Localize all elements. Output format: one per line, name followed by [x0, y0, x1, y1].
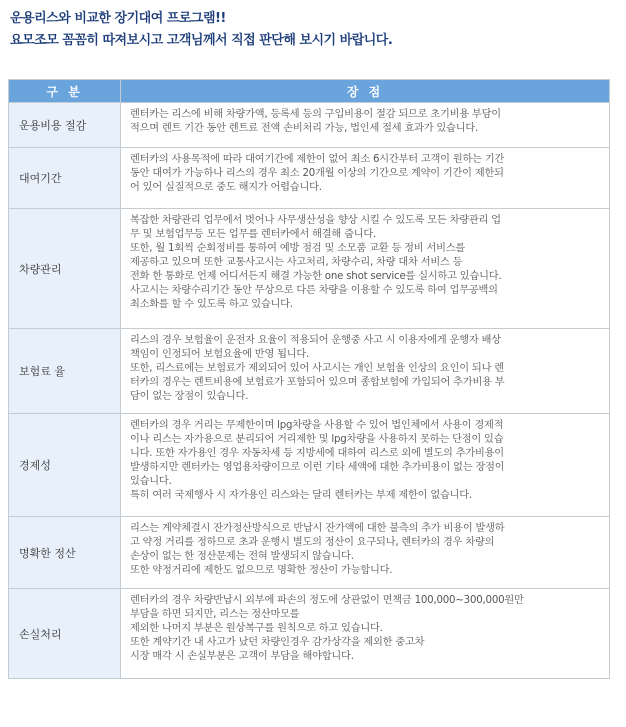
description-line: 리스의 경우 보험율이 운전자 요율이 적용되어 운행중 사고 시 이용자에게 운행자 배상 [130, 335, 501, 346]
description-line: 부담을 하면 되지만, 리스는 정산마모를 [130, 609, 300, 620]
description-line: 시장 매각 시 손실부분은 고객이 부담을 해야합니다. [130, 651, 354, 662]
description-line: 터카의 경우는 렌트비용에 보험료가 포함되어 있으며 종합보험에 가입되어 추가비용 부 [130, 377, 505, 388]
table-body [9, 103, 610, 679]
description-line: 담이 없는 장점이 있습니다. [130, 391, 249, 402]
description-line: 전화 한 통화로 언제 어디서든지 해결 가능한 one shot service를 실시하고 있습니다. [130, 271, 502, 282]
table-header-row [9, 80, 610, 103]
row-description [121, 517, 610, 589]
row-category: 대여기간 [9, 148, 121, 209]
description-line: 렌터카의 경우 차량반납시 외부에 파손의 정도에 상관없이 면책금 100,000~300,000원만 [130, 595, 524, 606]
row-category: 차량관리 [9, 209, 121, 329]
row-description [121, 103, 610, 148]
description-line: 또한, 리스료에는 보험료가 제외되어 있어 사고시는 개인 보험율 인상의 요인이 되나 렌 [130, 363, 504, 374]
description-line: 렌터카의 사용목적에 따라 대여기간에 제한이 없어 최소 6시간부터 고객이 원하는 기간 [130, 154, 505, 165]
description-line: 책임이 인정되어 보험요율에 반영 됩니다. [130, 349, 310, 360]
table-row [9, 589, 610, 679]
description-line: 손상이 없는 한 정산문제는 전혀 발생되지 않습니다. [130, 551, 354, 562]
description-line: 무 및 보험업무등 모든 업무를 렌터카에서 해결해 줍니다. [130, 229, 377, 240]
comparison-table [8, 79, 610, 679]
description-line: 제외한 나머지 부분은 원상복구를 원칙으로 하고 있습니다. [130, 623, 383, 634]
row-description [121, 589, 610, 679]
description-line: 어 있어 실질적으로 중도 해지가 어렵습니다. [130, 182, 322, 193]
description-line: 리스는 계약체결시 잔가정산방식으로 반납시 잔가액에 대한 불측의 추가 비용이 발생하 [130, 523, 505, 534]
description-line: 있습니다. [130, 476, 172, 487]
row-category: 명확한 정산 [9, 517, 121, 589]
description-line: 고 약정 거리를 정하므로 초과 운행시 별도의 정산이 요구되나, 렌터카의 경우 차량의 [130, 537, 495, 548]
description-line: 또한 약정거리에 제한도 없으므로 명확한 정산이 가능합니다. [130, 565, 393, 576]
header-advantages: 장 점 [121, 80, 610, 103]
table-row [9, 517, 610, 589]
description-line: 사고시는 차량수리기간 동안 무상으로 다른 차량을 이용할 수 있도록 하여 업무공백의 [130, 285, 498, 296]
table-row [9, 209, 610, 329]
table-row [9, 329, 610, 414]
table-row [9, 148, 610, 209]
description-line: 이나 리스는 자가용으로 분리되어 거리제한 및 lpg차량을 사용하지 못하는 단점이 있습 [130, 434, 504, 445]
description-line: 니다. 또한 자가용인 경우 자동차세 등 지방세에 대하여 리스로 외에 별도의 추가비용이 [130, 448, 504, 459]
header-category: 구 분 [9, 80, 121, 103]
row-category: 운용비용 절감 [9, 103, 121, 148]
description-line: 복잡한 차량관리 업무에서 벗어나 사무생산성을 향상 시킬 수 있도록 모든 차량관리 업 [130, 215, 501, 226]
description-line: 또한 계약기간 내 사고가 났던 차량인경우 감가상각을 제외한 중고차 [130, 637, 425, 648]
row-description [121, 329, 610, 414]
description-line: 렌터카의 경우 거리는 무제한이며 lpg차량을 사용할 수 있어 법인체에서 사용이 경제적 [130, 420, 504, 431]
row-category: 경제성 [9, 414, 121, 517]
description-line: 또한, 월 1회씩 순회정비를 통하여 예방 점검 및 소모품 교환 등 정비 서비스를 [130, 243, 466, 254]
description-line: 렌터카는 리스에 비해 차량가액, 등록세 등의 구입비용이 절감 되므로 초기비용 부담이 [130, 109, 501, 120]
row-description [121, 414, 610, 517]
description-line: 최소화를 할 수 있도록 하고 있습니다. [130, 299, 293, 310]
description-line: 적으며 렌트 기간 동안 렌트료 전액 손비처리 가능, 법인세 절세 효과가 있습니다. [130, 123, 479, 134]
intro-title: 운용리스와 비교한 장기대여 프로그램!! [10, 11, 226, 26]
row-category: 보험료 율 [9, 329, 121, 414]
row-description [121, 209, 610, 329]
table-row [9, 414, 610, 517]
row-category: 손실처리 [9, 589, 121, 679]
intro-text [10, 8, 610, 52]
description-line: 발생하지만 렌터카는 영업용차량이므로 이런 기타 세액에 대한 추가비용이 없는 장점이 [130, 462, 505, 473]
table-row [9, 103, 610, 148]
row-description [121, 148, 610, 209]
description-line: 동안 대여가 가능하나 리스의 경우 최소 20개월 이상의 기간으로 계약이 기간이 제한되 [130, 168, 504, 179]
description-line: 특히 여러 국제행사 시 자가용인 리스와는 달리 렌터카는 부제 제한이 없습니다. [130, 490, 472, 501]
intro-subtitle: 요모조모 꼼꼼히 따져보시고 고객님께서 직접 판단해 보시기 바랍니다. [10, 33, 393, 48]
description-line: 제공하고 있으며 또한 교통사고시는 사고처리, 차량수리, 차량 대차 서비스 등 [130, 257, 463, 268]
